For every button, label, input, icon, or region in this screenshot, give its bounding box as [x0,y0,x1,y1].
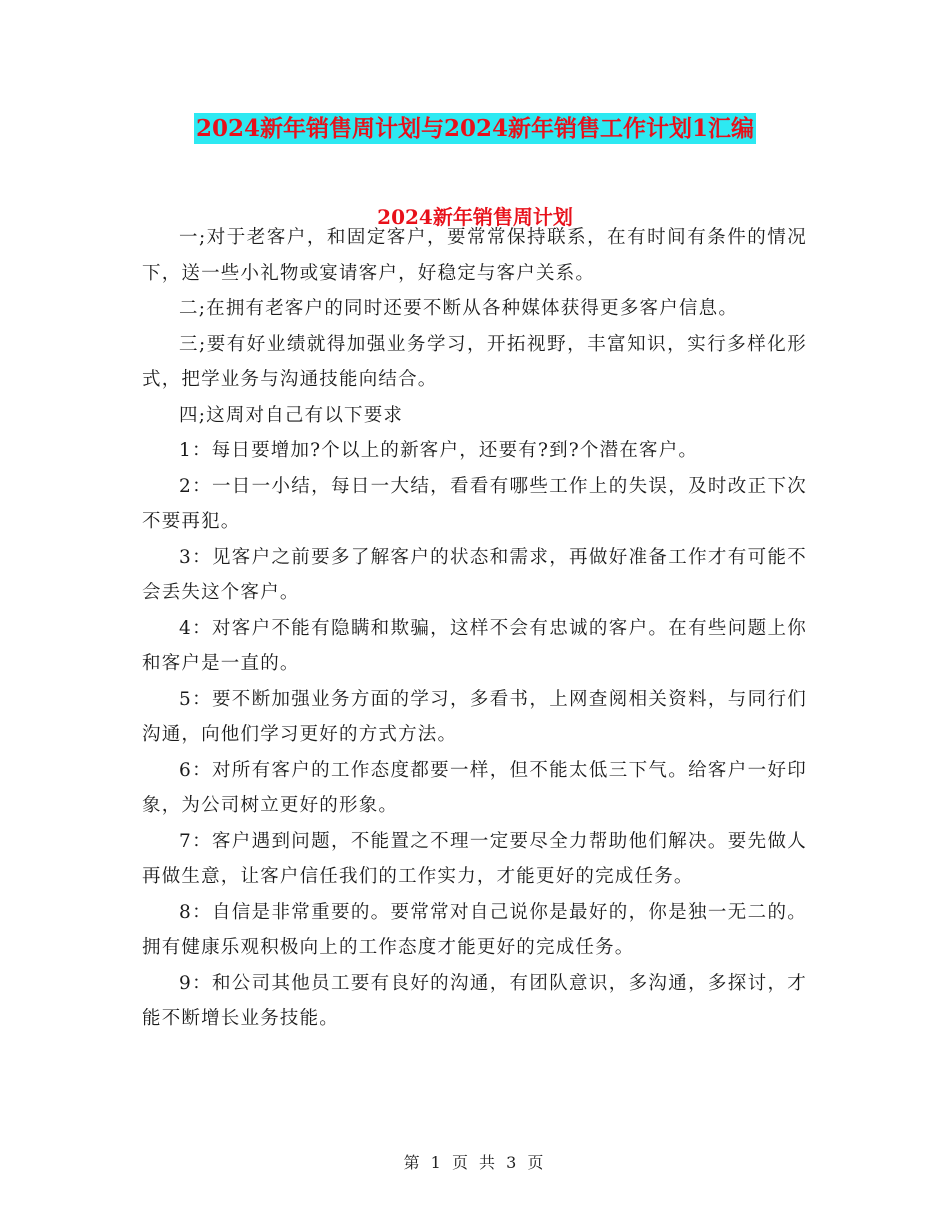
paragraph: 5：要不断加强业务方面的学习，多看书，上网查阅相关资料，与同行们沟通，向他们学习更好的方式方法。 [142,688,807,745]
paragraph: 2：一日一小结，每日一大结，看看有哪些工作上的失误，及时改正下次不要再犯。 [142,475,807,532]
paragraph: 1：每日要增加?个以上的新客户，还要有?到?个潜在客户。 [179,440,699,461]
paragraph: 一;对于老客户，和固定客户，要常常保持联系，在有时间有条件的情况下，送一些小礼物或宴请客户，好稳定与客户关系。 [142,227,807,284]
paragraph: 二;在拥有老客户的同时还要不断从各种媒体获得更多客户信息。 [179,298,739,319]
document-body [142,220,807,1037]
paragraph: 四;这周对自己有以下要求 [179,404,404,426]
paragraph: 8：自信是非常重要的。要常常对自己说你是最好的，你是独一无二的。拥有健康乐观积极向上的工作态度才能更好的完成任务。 [142,901,807,958]
page-footer: 第 1 页 共 3 页 [403,1153,547,1172]
section-title: 2024新年销售周计划 [377,205,573,229]
paragraph: 9：和公司其他员工要有良好的沟通，有团队意识，多沟通，多探讨，才能不断增长业务技能。 [142,972,807,1029]
paragraph: 三;要有好业绩就得加强业务学习，开拓视野，丰富知识，实行多样化形式，把学业务与沟通技能向结合。 [142,333,807,390]
document-title [0,112,950,146]
paragraph: 3：见客户之前要多了解客户的状态和需求，再做好准备工作才有可能不会丢失这个客户。 [142,546,807,603]
paragraph: 7：客户遇到问题，不能置之不理一定要尽全力帮助他们解决。要先做人再做生意，让客户信任我们的工作实力，才能更好的完成任务。 [142,830,807,887]
paragraph: 6：对所有客户的工作态度都要一样，但不能太低三下气。给客户一好印象，为公司树立更好的形象。 [142,759,807,816]
paragraph: 4：对客户不能有隐瞒和欺骗，这样不会有忠诚的客户。在有些问题上你和客户是一直的。 [142,617,807,674]
document-title-text: 2024新年销售周计划与2024新年销售工作计划1汇编 [195,115,755,142]
